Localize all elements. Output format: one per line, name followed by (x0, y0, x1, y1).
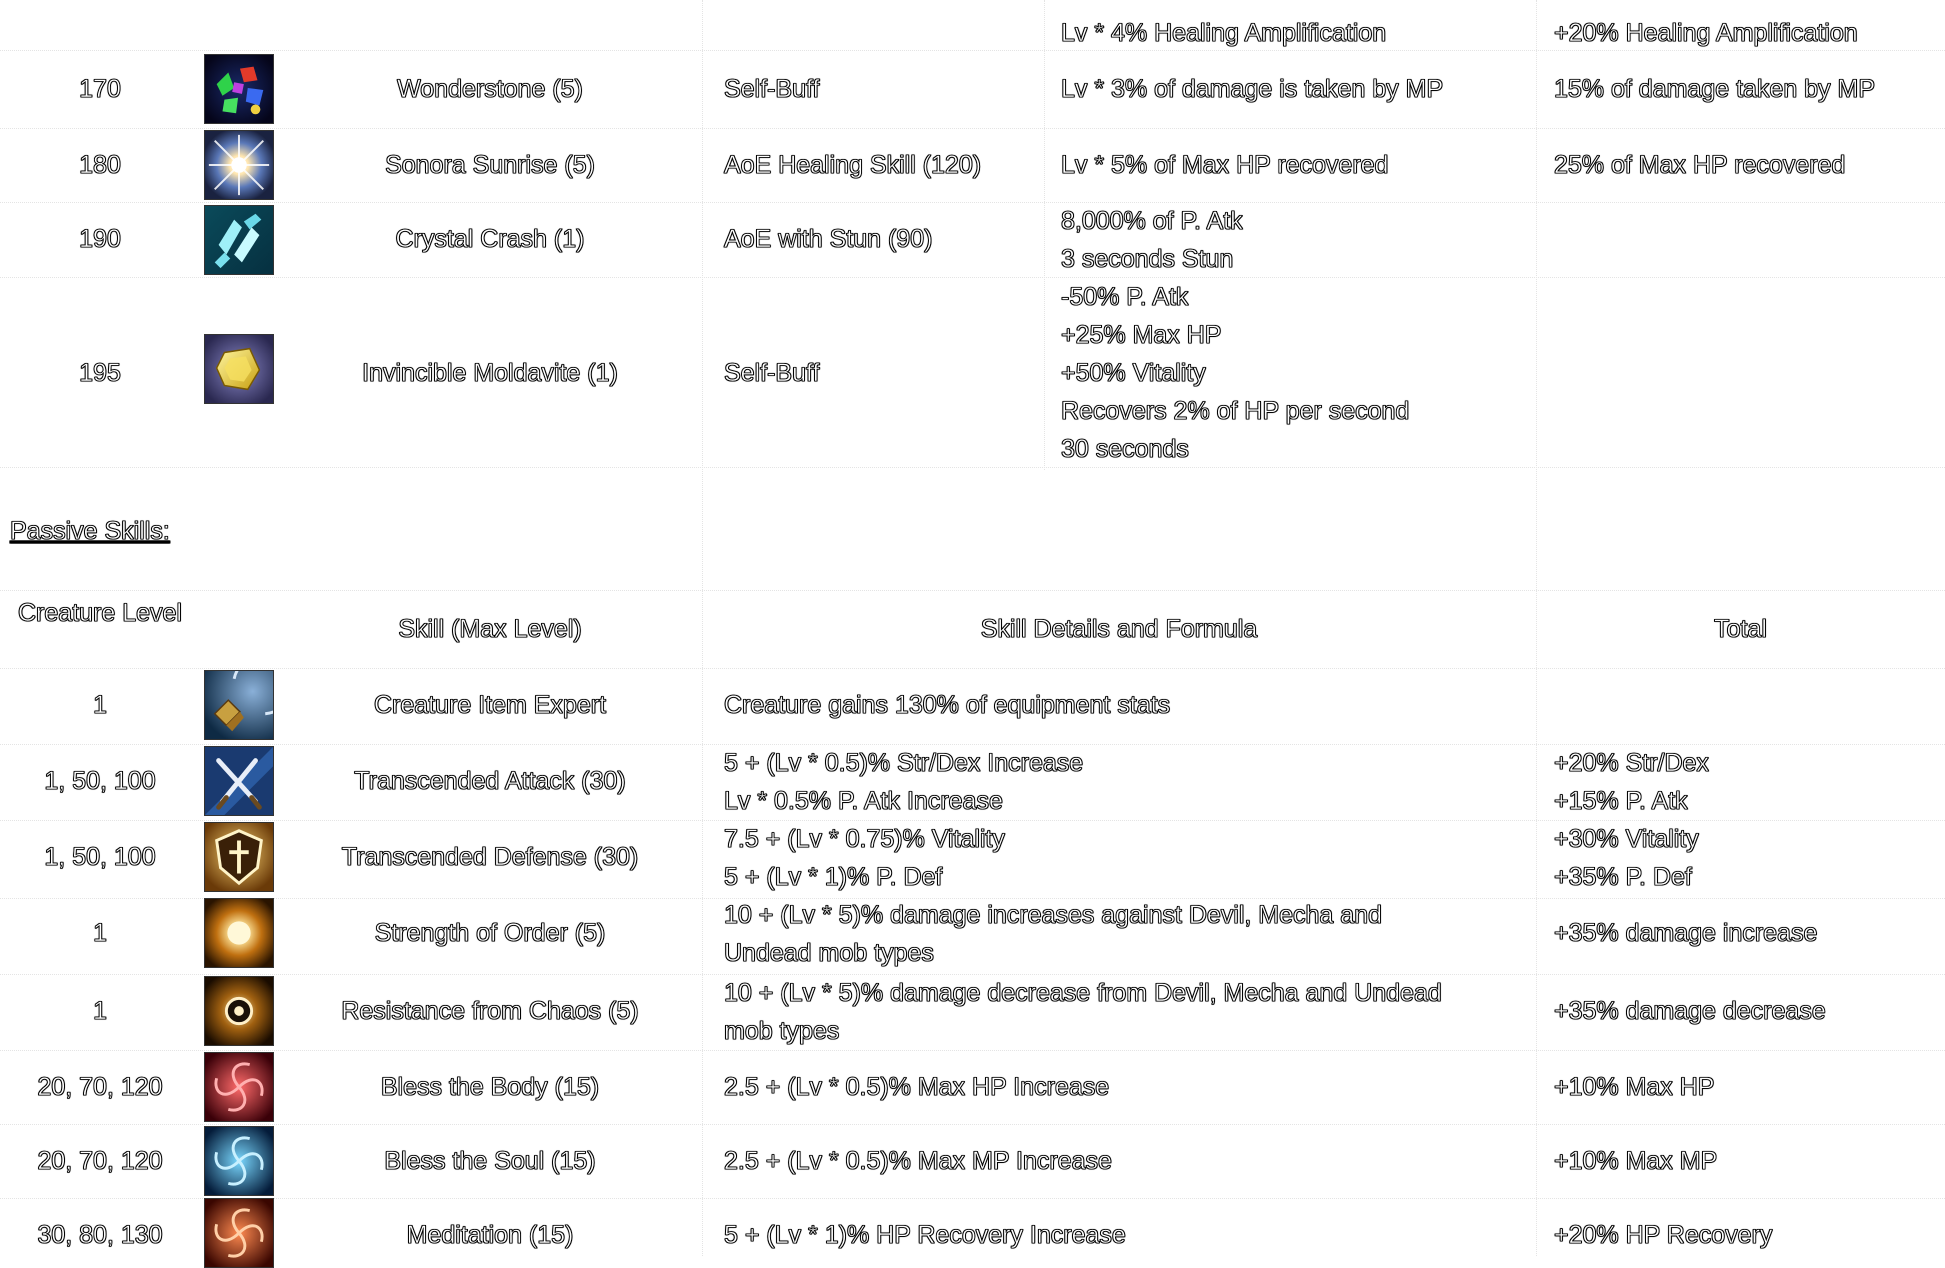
active-detail-line: Lv * 3% of damage is taken by MP (1061, 75, 1444, 103)
passive-detail-line: Creature gains 130% of equipment stats (724, 691, 1171, 719)
passive-detail-line: 2.5 + (Lv * 0.5)% Max MP Increase (724, 1147, 1112, 1175)
meditation-icon (204, 1198, 274, 1268)
passive-total-line: +20% HP Recovery (1554, 1221, 1773, 1249)
active-detail-line: 3 seconds Stun (1061, 245, 1234, 273)
creature-level: 180 (79, 151, 121, 179)
passive-total-line: +30% Vitality (1554, 825, 1699, 853)
skill-type: AoE with Stun (90) (724, 225, 933, 253)
passive-detail-line: 5 + (Lv * 1)% HP Recovery Increase (724, 1221, 1126, 1249)
creature-item-expert-icon (204, 670, 274, 740)
gridline (0, 1198, 1945, 1199)
section-title: Passive Skills: (10, 517, 170, 545)
active-detail-lines (1061, 202, 1243, 278)
creature-level: 170 (79, 75, 121, 103)
active-detail-line: Lv * 5% of Max HP recovered (1061, 151, 1389, 179)
passive-detail-line: Lv * 0.5% P. Atk Increase (724, 787, 1003, 815)
skill-name: Resistance from Chaos (5) (341, 997, 639, 1025)
gridline (0, 202, 1945, 203)
passive-total-lines (1554, 820, 1699, 896)
passive-total-line: +20% Str/Dex (1554, 749, 1709, 777)
active-detail-lines (1061, 278, 1409, 468)
skill-name: Bless the Body (15) (380, 1073, 600, 1101)
active-detail-line: +50% Vitality (1061, 359, 1206, 387)
skill-name: Invincible Moldavite (1) (362, 359, 618, 387)
column-header-details: Skill Details and Formula (980, 615, 1258, 643)
wonderstone-icon (204, 54, 274, 124)
passive-detail-line: Undead mob types (724, 939, 934, 967)
passive-total-line: +35% P. Def (1554, 863, 1692, 891)
creature-level: 20, 70, 120 (37, 1073, 163, 1101)
gridline (0, 128, 1945, 129)
creature-level: 1, 50, 100 (44, 767, 156, 795)
passive-detail-line: 10 + (Lv * 5)% damage decrease from Devil, Mecha and Undead (724, 979, 1442, 1007)
passive-total-line: +10% Max MP (1554, 1147, 1718, 1175)
active-detail-line: -50% P. Atk (1061, 283, 1189, 311)
creature-level: 1 (93, 919, 107, 947)
gridline (0, 467, 1945, 468)
creature-level: 30, 80, 130 (37, 1221, 163, 1249)
skill-name: Strength of Order (5) (374, 919, 606, 947)
resistance-from-chaos-icon (204, 976, 274, 1046)
skill-name: Crystal Crash (1) (395, 225, 585, 253)
column-header-total: Total (1714, 615, 1767, 643)
skill-name: Wonderstone (5) (397, 75, 583, 103)
active-total-line: 25% of Max HP recovered (1554, 151, 1846, 179)
gridline (0, 277, 1945, 278)
passive-detail-lines (724, 974, 1442, 1050)
gridline (0, 1050, 1945, 1051)
sonora-sunrise-icon (204, 130, 274, 200)
bless-the-soul-icon (204, 1126, 274, 1196)
gridline (0, 590, 1945, 591)
skill-name: Bless the Soul (15) (384, 1147, 596, 1175)
passive-detail-line: 5 + (Lv * 1)% P. Def (724, 863, 943, 891)
skill-name: Transcended Attack (30) (354, 767, 626, 795)
gridline (0, 668, 1945, 669)
creature-level: 20, 70, 120 (37, 1147, 163, 1175)
passive-total-line: +35% damage decrease (1554, 997, 1826, 1025)
column-header-skill: Skill (Max Level) (398, 615, 582, 643)
passive-detail-line: 2.5 + (Lv * 0.5)% Max HP Increase (724, 1073, 1110, 1101)
active-total-line: 15% of damage taken by MP (1554, 75, 1876, 103)
passive-detail-line: 7.5 + (Lv * 0.75)% Vitality (724, 825, 1005, 853)
active-total-line: +20% Healing Amplification (1554, 19, 1858, 47)
strength-of-order-icon (204, 898, 274, 968)
skill-type: Self-Buff (724, 75, 820, 103)
crystal-crash-icon (204, 205, 274, 275)
column-header-level: Creature Level (18, 599, 182, 627)
active-detail-line: +25% Max HP (1061, 321, 1222, 349)
passive-detail-lines (724, 744, 1083, 820)
skill-name: Sonora Sunrise (5) (385, 151, 595, 179)
invincible-moldavite-icon (204, 334, 274, 404)
creature-level: 190 (79, 225, 121, 253)
active-detail-line: Recovers 2% of HP per second (1061, 397, 1410, 425)
bless-the-body-icon (204, 1052, 274, 1122)
skill-name: Transcended Defense (30) (341, 843, 639, 871)
skill-type: AoE Healing Skill (120) (724, 151, 982, 179)
passive-total-lines (1554, 744, 1709, 820)
creature-level: 1 (93, 691, 107, 719)
active-detail-line: Lv * 4% Healing Amplification (1061, 19, 1387, 47)
passive-detail-lines (724, 820, 1005, 896)
transcended-defense-icon (204, 822, 274, 892)
creature-level: 1, 50, 100 (44, 843, 156, 871)
passive-detail-line: 5 + (Lv * 0.5)% Str/Dex Increase (724, 749, 1084, 777)
creature-level: 1 (93, 997, 107, 1025)
skill-name: Meditation (15) (406, 1221, 574, 1249)
passive-detail-lines (724, 896, 1382, 972)
creature-level: 195 (79, 359, 121, 387)
transcended-attack-icon (204, 746, 274, 816)
passive-total-line: +35% damage increase (1554, 919, 1818, 947)
gridline (0, 1124, 1945, 1125)
active-detail-line: 8,000% of P. Atk (1061, 207, 1243, 235)
skill-name: Creature Item Expert (373, 691, 607, 719)
gridline (1044, 0, 1045, 470)
passive-total-line: +10% Max HP (1554, 1073, 1715, 1101)
skill-type: Self-Buff (724, 359, 820, 387)
active-detail-line: 30 seconds (1061, 435, 1189, 463)
passive-total-line: +15% P. Atk (1554, 787, 1688, 815)
passive-detail-line: mob types (724, 1017, 840, 1045)
passive-detail-line: 10 + (Lv * 5)% damage increases against Devil, Mecha and (724, 901, 1382, 929)
